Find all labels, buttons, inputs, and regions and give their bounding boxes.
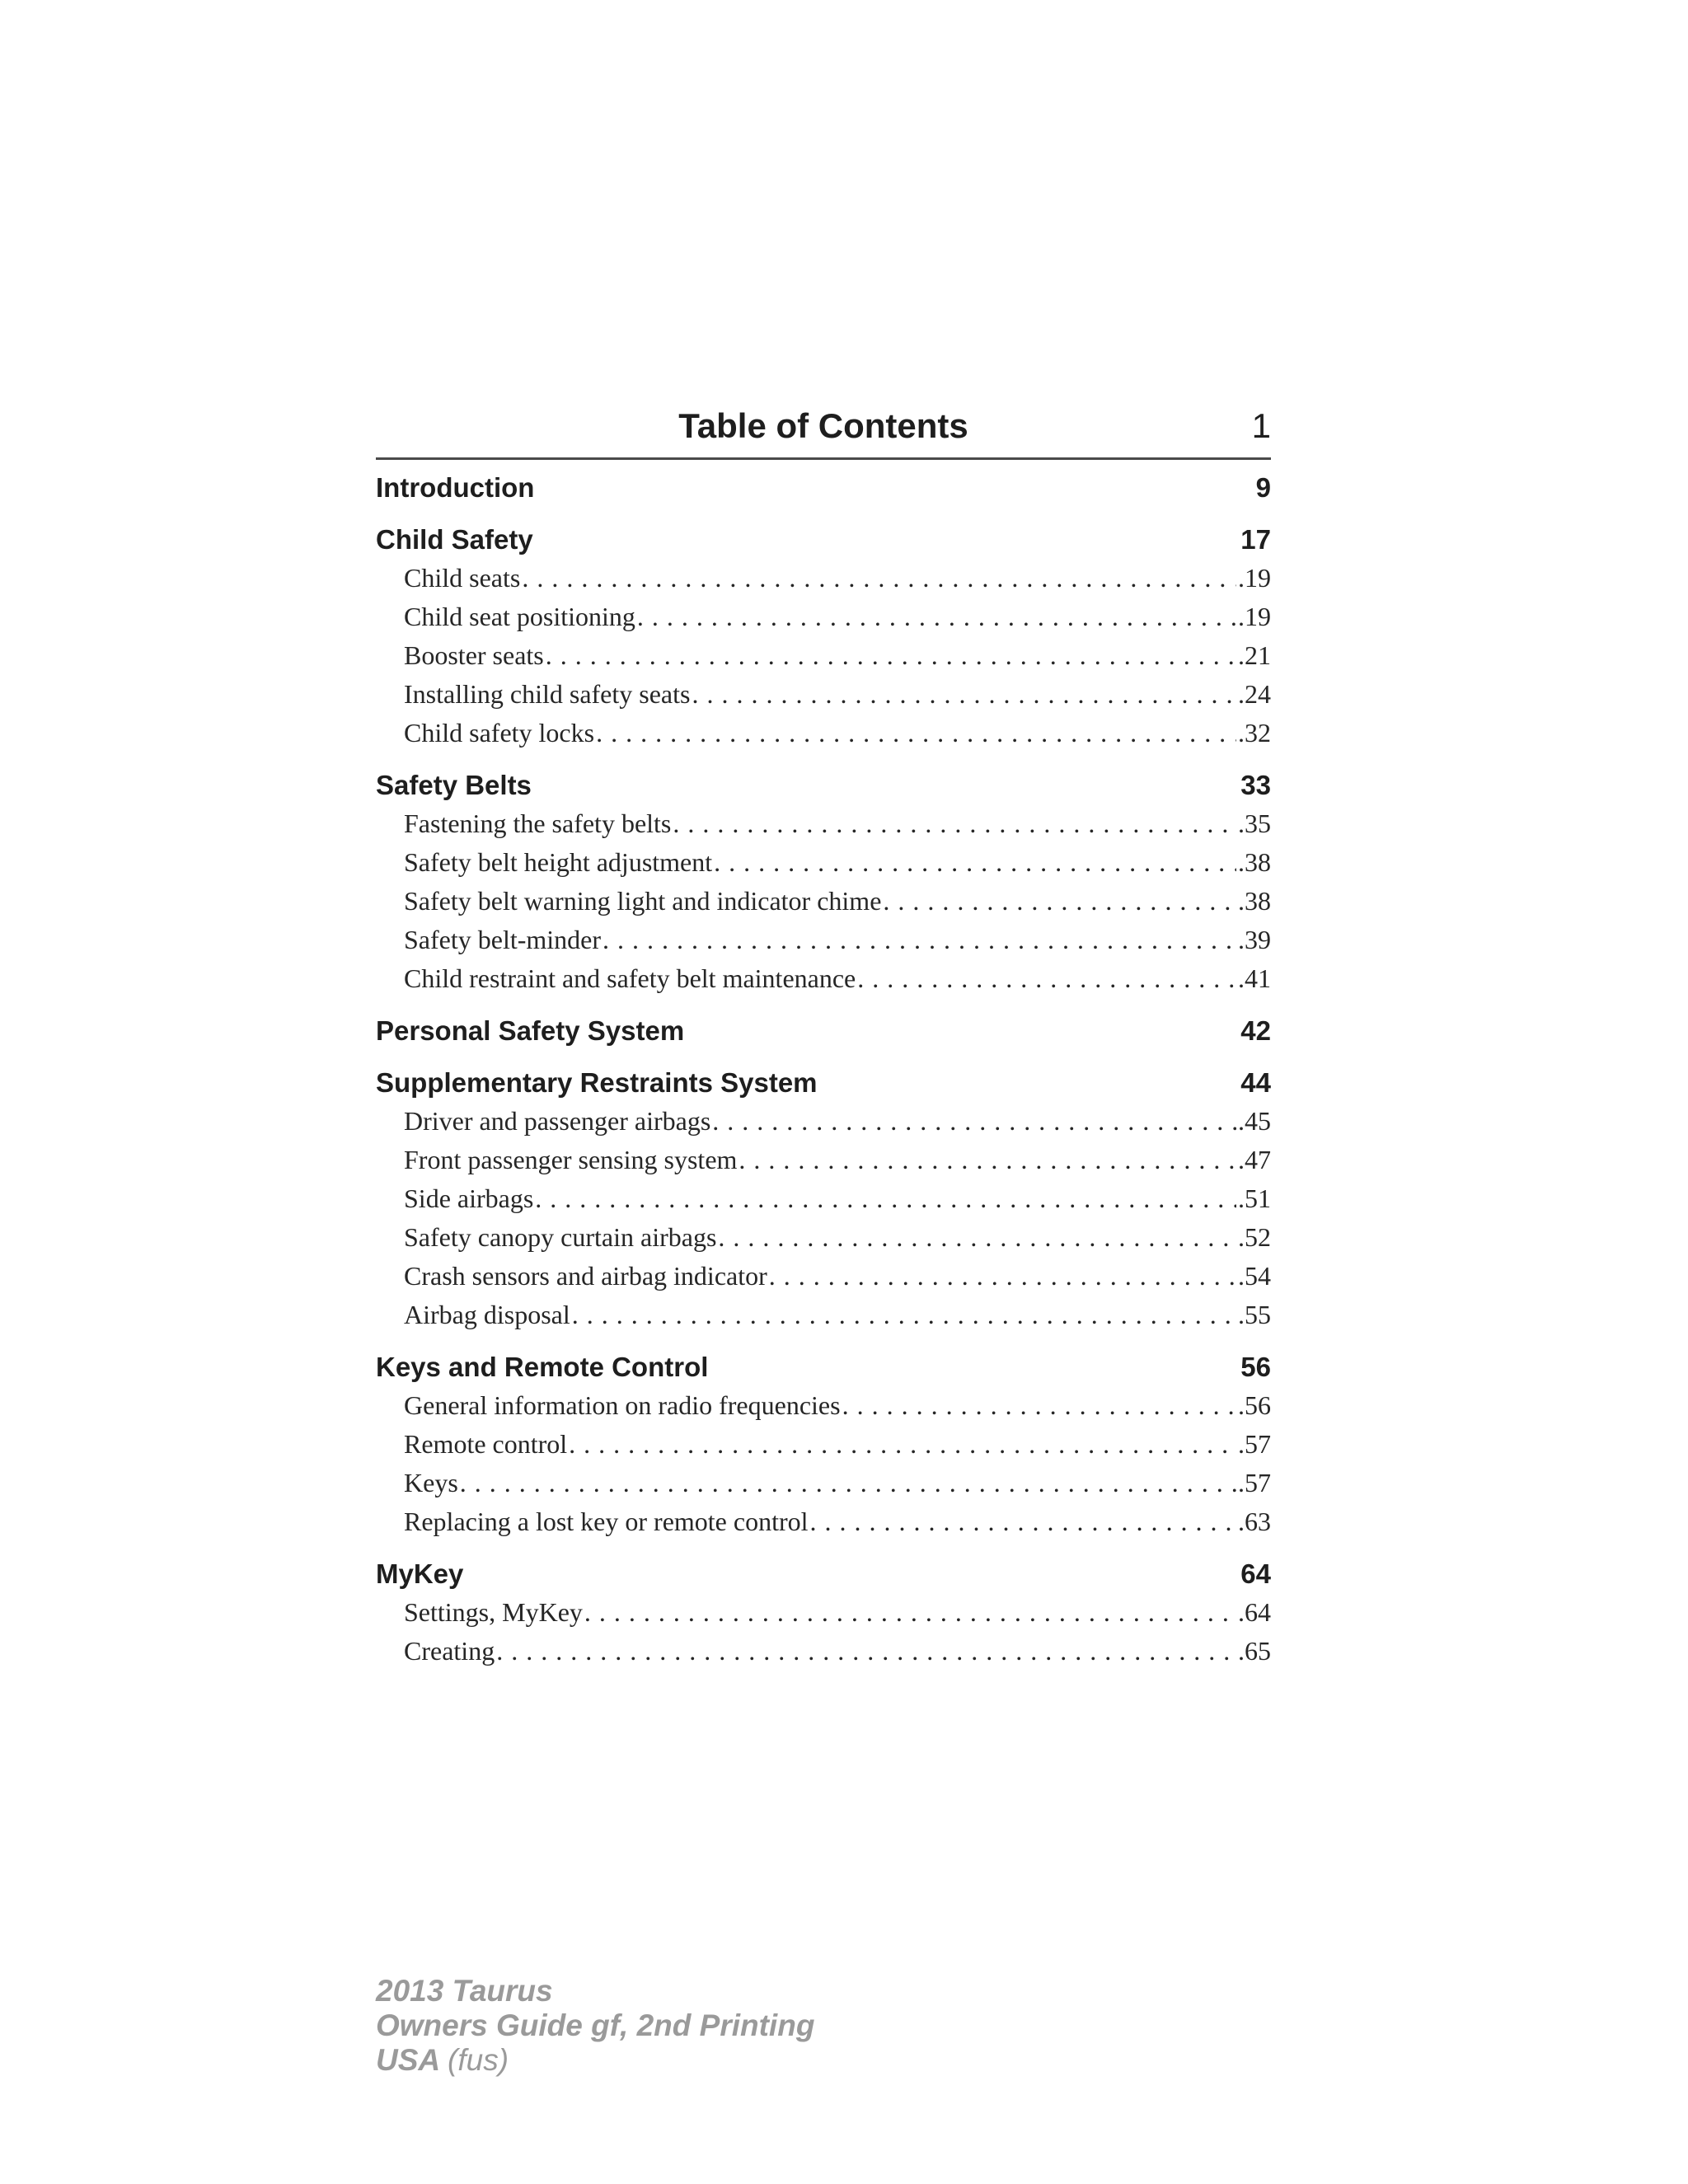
entry-title: Creating xyxy=(404,1636,495,1666)
entry-page-number: .65 xyxy=(1238,1636,1271,1666)
dot-leader xyxy=(522,559,1236,598)
page-title: Table of Contents xyxy=(678,406,968,445)
section-heading[interactable] xyxy=(376,1347,1271,1386)
toc-entry[interactable] xyxy=(376,714,1271,752)
section-title: Safety Belts xyxy=(376,770,532,800)
footer-region-name: USA xyxy=(376,2043,439,2077)
dot-leader xyxy=(572,1296,1236,1334)
toc-entry[interactable] xyxy=(376,882,1271,921)
dot-leader xyxy=(569,1425,1236,1464)
dot-leader xyxy=(842,1386,1236,1425)
dot-leader xyxy=(769,1257,1236,1296)
section-page-number: 17 xyxy=(1240,524,1271,555)
entry-page-number: .35 xyxy=(1238,808,1271,838)
toc-section xyxy=(376,468,1271,507)
section-heading[interactable] xyxy=(376,468,1271,507)
dot-leader xyxy=(718,1218,1236,1257)
section-page-number: 64 xyxy=(1240,1558,1271,1589)
entry-page-number: .57 xyxy=(1238,1468,1271,1497)
section-title: Introduction xyxy=(376,472,535,503)
entry-title: Booster seats xyxy=(404,640,544,670)
toc-section xyxy=(376,520,1271,752)
entry-page-number: .24 xyxy=(1238,679,1271,709)
toc-entry[interactable] xyxy=(376,804,1271,843)
entry-page-number: .56 xyxy=(1238,1390,1271,1420)
section-page-number: 9 xyxy=(1255,472,1271,503)
toc-section xyxy=(376,1347,1271,1541)
page-number: 1 xyxy=(1251,406,1271,445)
entry-title: Installing child safety seats xyxy=(404,679,691,709)
toc-entry[interactable] xyxy=(376,1257,1271,1296)
toc-entry[interactable] xyxy=(376,1386,1271,1425)
section-page-number: 42 xyxy=(1240,1015,1271,1046)
entry-title: Child restraint and safety belt maintenance xyxy=(404,963,856,993)
entry-page-number: .32 xyxy=(1238,718,1271,748)
entry-page-number: .52 xyxy=(1238,1222,1271,1252)
entry-page-number: .19 xyxy=(1238,602,1271,631)
toc-section xyxy=(376,1554,1271,1671)
section-title: Keys and Remote Control xyxy=(376,1352,709,1382)
entry-title: Safety canopy curtain airbags xyxy=(404,1222,717,1252)
dot-leader xyxy=(712,1102,1236,1141)
section-title: MyKey xyxy=(376,1558,464,1589)
entry-title: Child seats xyxy=(404,563,521,593)
footer-region xyxy=(376,2043,814,2078)
toc-header xyxy=(376,400,1271,460)
toc-entry[interactable] xyxy=(376,598,1271,636)
toc-entry[interactable] xyxy=(376,1464,1271,1502)
entry-title: Replacing a lost key or remote control xyxy=(404,1507,809,1536)
entry-page-number: .19 xyxy=(1238,563,1271,593)
toc-entry[interactable] xyxy=(376,921,1271,959)
entry-title: Side airbags xyxy=(404,1183,534,1213)
entry-page-number: .21 xyxy=(1238,640,1271,670)
section-heading[interactable] xyxy=(376,520,1271,559)
dot-leader xyxy=(460,1464,1236,1502)
section-title: Child Safety xyxy=(376,524,533,555)
toc-section xyxy=(376,1063,1271,1334)
section-title: Supplementary Restraints System xyxy=(376,1067,818,1098)
dot-leader xyxy=(496,1632,1236,1671)
dot-leader xyxy=(637,598,1236,636)
dot-leader xyxy=(673,804,1236,843)
entry-page-number: .64 xyxy=(1238,1597,1271,1627)
toc-entry[interactable] xyxy=(376,1141,1271,1179)
dot-leader xyxy=(584,1593,1236,1632)
dot-leader xyxy=(883,882,1236,921)
toc-section xyxy=(376,766,1271,998)
dot-leader xyxy=(857,959,1236,998)
entry-title: Crash sensors and airbag indicator xyxy=(404,1261,767,1291)
toc-entry[interactable] xyxy=(376,1632,1271,1671)
toc-entry[interactable] xyxy=(376,959,1271,998)
dot-leader xyxy=(603,921,1236,959)
entry-page-number: .39 xyxy=(1238,925,1271,954)
entry-page-number: .63 xyxy=(1238,1507,1271,1536)
footer-region-code: (fus) xyxy=(448,2043,509,2077)
entry-title: Settings, MyKey xyxy=(404,1597,583,1627)
toc-entry[interactable] xyxy=(376,1593,1271,1632)
toc-sections xyxy=(376,468,1271,1671)
section-page-number: 56 xyxy=(1240,1352,1271,1382)
entry-page-number: .57 xyxy=(1238,1429,1271,1459)
entry-title: Airbag disposal xyxy=(404,1300,570,1329)
toc-entry[interactable] xyxy=(376,1425,1271,1464)
entry-page-number: .45 xyxy=(1238,1106,1271,1136)
entry-page-number: .55 xyxy=(1238,1300,1271,1329)
toc-entry[interactable] xyxy=(376,1102,1271,1141)
dot-leader xyxy=(535,1179,1236,1218)
entry-title: Remote control xyxy=(404,1429,568,1459)
entry-title: Child seat positioning xyxy=(404,602,635,631)
entry-page-number: .47 xyxy=(1238,1145,1271,1174)
dot-leader xyxy=(692,675,1236,714)
toc-entry[interactable] xyxy=(376,636,1271,675)
entry-title: Keys xyxy=(404,1468,458,1497)
footer-guide: Owners Guide gf, 2nd Printing xyxy=(376,2008,815,2042)
toc-entry[interactable] xyxy=(376,1218,1271,1257)
dot-leader xyxy=(546,636,1236,675)
entry-title: Front passenger sensing system xyxy=(404,1145,738,1174)
footer-model: 2013 Taurus xyxy=(376,1974,553,2008)
dot-leader xyxy=(596,714,1236,752)
entry-title: Safety belt warning light and indicator chime xyxy=(404,886,882,916)
toc-entry[interactable] xyxy=(376,843,1271,882)
entry-title: Safety belt height adjustment xyxy=(404,847,713,877)
entry-page-number: .38 xyxy=(1238,847,1271,877)
dot-leader xyxy=(810,1502,1236,1541)
section-heading[interactable] xyxy=(376,1011,1271,1050)
table-of-contents xyxy=(376,400,1271,1671)
toc-entry[interactable] xyxy=(376,1502,1271,1541)
entry-title: Safety belt-minder xyxy=(404,925,602,954)
section-page-number: 33 xyxy=(1240,770,1271,800)
toc-entry[interactable] xyxy=(376,1179,1271,1218)
dot-leader xyxy=(714,843,1236,882)
toc-entry[interactable] xyxy=(376,675,1271,714)
toc-entry[interactable] xyxy=(376,559,1271,598)
section-heading[interactable] xyxy=(376,1063,1271,1102)
entry-page-number: .51 xyxy=(1238,1183,1271,1213)
entry-title: Driver and passenger airbags xyxy=(404,1106,711,1136)
document-footer xyxy=(376,1974,814,2078)
dot-leader xyxy=(738,1141,1236,1179)
entry-title: General information on radio frequencies xyxy=(404,1390,841,1420)
toc-entry[interactable] xyxy=(376,1296,1271,1334)
entry-title: Fastening the safety belts xyxy=(404,808,672,838)
section-heading[interactable] xyxy=(376,766,1271,804)
section-page-number: 44 xyxy=(1240,1067,1271,1098)
entry-page-number: .54 xyxy=(1238,1261,1271,1291)
toc-section xyxy=(376,1011,1271,1050)
section-heading[interactable] xyxy=(376,1554,1271,1593)
entry-page-number: .38 xyxy=(1238,886,1271,916)
entry-title: Child safety locks xyxy=(404,718,595,748)
entry-page-number: .41 xyxy=(1238,963,1271,993)
section-title: Personal Safety System xyxy=(376,1015,685,1046)
